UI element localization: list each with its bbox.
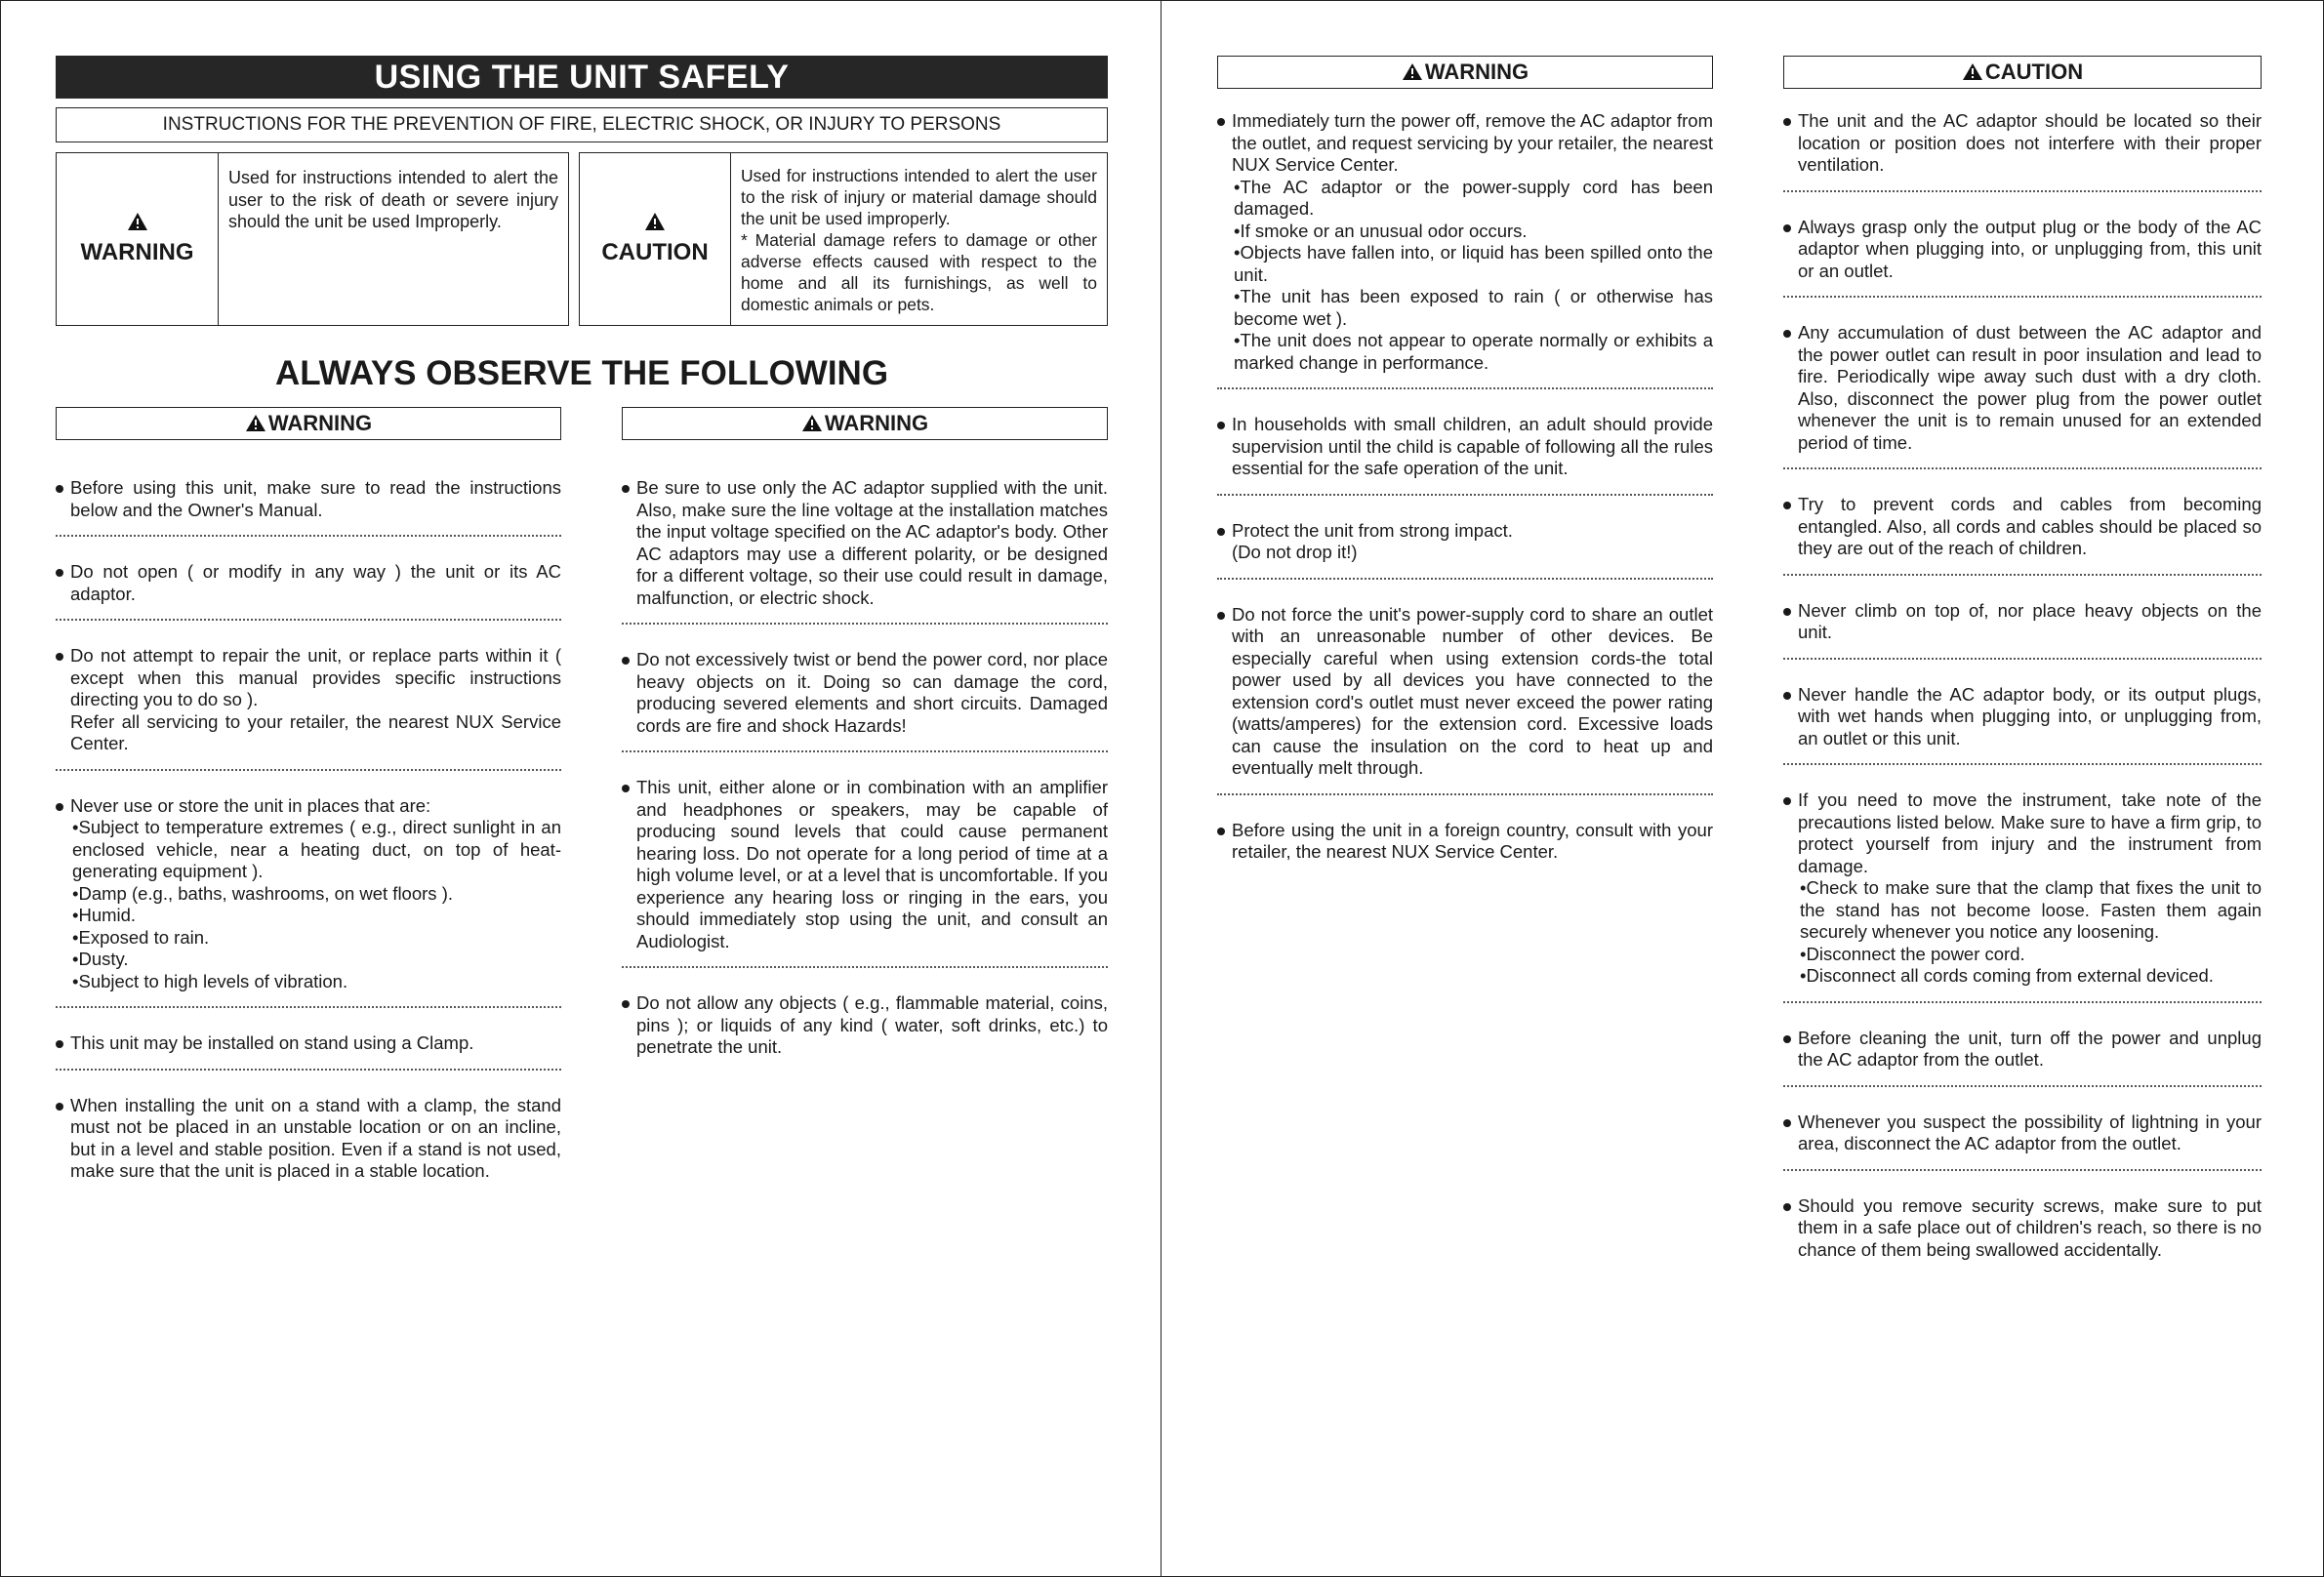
dotted-divider <box>1217 578 1713 580</box>
dotted-divider <box>1783 1169 2262 1171</box>
list-item: Do not allow any objects ( e.g., flammable material, coins, pins ); or liquids of any kind ( water, soft drinks, etc.) to penetrate the unit. <box>622 992 1108 1059</box>
page-title: USING THE UNIT SAFELY <box>56 56 1108 99</box>
warning-triangle-icon <box>127 212 148 231</box>
warning-definition-label: WARNING <box>80 239 194 265</box>
column-4 <box>1783 56 2262 1261</box>
dotted-divider <box>56 1006 561 1008</box>
dotted-divider <box>1783 296 2262 298</box>
warning-triangle-icon <box>801 414 823 432</box>
section-heading: ALWAYS OBSERVE THE FOLLOWING <box>274 354 889 392</box>
warning-triangle-icon <box>245 414 266 432</box>
list-item: This unit may be installed on stand using a Clamp. <box>56 1032 561 1055</box>
warning-definition-text: Used for instructions intended to alert the user to the risk of death or severe injury should the unit be used Improperly. <box>228 168 558 231</box>
list-item: Do not open ( or modify in any way ) the unit or its AC adaptor. <box>56 561 561 605</box>
dotted-divider <box>1783 467 2262 469</box>
list-item: Do not attempt to repair the unit, or replace parts within it ( except when this manual provides specific instructions directing you to do so ). Refer all servicing to your retailer, the nearest NUX Service Center. <box>56 645 561 755</box>
list-item: Never climb on top of, nor place heavy objects on the unit. <box>1783 600 2262 644</box>
list-item: Do not excessively twist or bend the power cord, nor place heavy objects on it. Doing so can damage the cord, producing severed elements and short circuits. Damaged cords are fire and shock Hazards! <box>622 649 1108 737</box>
dotted-divider <box>622 623 1108 625</box>
column-2 <box>622 407 1108 1059</box>
col3-warning-header: WARNING <box>1217 56 1713 89</box>
col2-warning-header: WARNING <box>622 407 1108 440</box>
list-item: Whenever you suspect the possibility of lightning in your area, disconnect the AC adaptor from the outlet. <box>1783 1112 2262 1155</box>
list-item: Any accumulation of dust between the AC adaptor and the power outlet can result in poor insulation and lead to fire. Periodically wipe away such dust with a dry cloth. Also, disconnect the power plug from the power outlet whenever the unit is to remain unused for an extended period of time. <box>1783 322 2262 454</box>
column-1 <box>56 407 561 1183</box>
dotted-divider <box>56 619 561 621</box>
list-item: In households with small children, an adult should provide supervision until the child is capable of following all the rules essential for the safe operation of the unit. <box>1217 414 1713 480</box>
list-item: When installing the unit on a stand with a clamp, the stand must not be placed in an unstable location or on an incline, but in a level and stable position. Even if a stand is not used, make sure that the unit is placed in a stable location. <box>56 1095 561 1183</box>
list-item: Immediately turn the power off, remove the AC adaptor from the outlet, and request servicing by your retailer, the nearest NUX Service Center. •The AC adaptor or the power-supply cord has been damaged. •If smoke or an unusual odor occurs. •Objects have fallen into, or liquid has been spilled onto the unit. •The unit has been exposed to rain ( or otherwise has become wet ). •The unit does not appear to operate normally or exhibits a marked change in performance. <box>1217 110 1713 374</box>
col1-warning-header: WARNING <box>56 407 561 440</box>
dotted-divider <box>1783 1085 2262 1087</box>
caution-definition-box <box>579 152 1108 326</box>
list-item: Before using this unit, make sure to read the instructions below and the Owner's Manual. <box>56 477 561 521</box>
list-item: Never use or store the unit in places that are: •Subject to temperature extremes ( e.g., direct sunlight in an enclosed vehicle, near a heating duct, on top of heat-generating equipment ). •Damp (e.g., baths, washrooms, on wet floors ). •Humid. •Exposed to rain. •Dusty. •Subject to high levels of vibration. <box>56 795 561 993</box>
list-item: This unit, either alone or in combination with an amplifier and headphones or speakers, may be capable of producing sound levels that could cause permanent hearing loss. Do not operate for a long period of time at a high volume level, or at a level that is uncomfortable. If you experience any hearing loss or ringing in the ears, you should immediately stop using the unit, and consult an Audiologist. <box>622 777 1108 952</box>
list-item: Do not force the unit's power-supply cord to share an outlet with an unreasonable number of other devices. Be especially careful when using extension cords-the total power used by all devices you have connected to the extension cord's outlet must never exceed the power rating (watts/amperes) for the extension cord. Excessive loads can cause the insulation on the cord to heat up and eventually melt through. <box>1217 604 1713 780</box>
list-item: Protect the unit from strong impact. (Do not drop it!) <box>1217 520 1713 564</box>
dotted-divider <box>1783 574 2262 576</box>
caution-triangle-icon <box>1962 62 1983 81</box>
right-page <box>1161 0 2324 1577</box>
dotted-divider <box>1217 494 1713 496</box>
list-item: Never handle the AC adaptor body, or its output plugs, with wet hands when plugging into, or unplugging from, an outlet or this unit. <box>1783 684 2262 750</box>
column-3 <box>1217 56 1713 864</box>
page-subtitle: INSTRUCTIONS FOR THE PREVENTION OF FIRE, ELECTRIC SHOCK, OR INJURY TO PERSONS <box>56 107 1108 142</box>
list-item: If you need to move the instrument, take note of the precautions listed below. Make sure to have a firm grip, to protect yourself from injury and the instrument from damage. •Check to make sure that the clamp that fixes the unit to the stand has not become loose. Fasten them again securely whenever you notice any loosening. •Disconnect the power cord. •Disconnect all cords coming from external deviced. <box>1783 789 2262 988</box>
dotted-divider <box>1783 1001 2262 1003</box>
list-item: Before cleaning the unit, turn off the power and unplug the AC adaptor from the outlet. <box>1783 1028 2262 1072</box>
dotted-divider <box>622 750 1108 752</box>
dotted-divider <box>1783 190 2262 192</box>
warning-triangle-icon <box>1402 62 1423 81</box>
list-item: Before using the unit in a foreign country, consult with your retailer, the nearest NUX Service Center. <box>1217 820 1713 864</box>
list-item: The unit and the AC adaptor should be located so their location or position does not interfere with their proper ventilation. <box>1783 110 2262 177</box>
list-item: Should you remove security screws, make sure to put them in a safe place out of children's reach, so there is no chance of them being swallowed accidentally. <box>1783 1195 2262 1262</box>
dotted-divider <box>56 769 561 771</box>
caution-definition-label: CAUTION <box>601 239 709 265</box>
caution-triangle-icon <box>644 212 666 231</box>
dotted-divider <box>1217 387 1713 389</box>
list-item: Try to prevent cords and cables from becoming entangled. Also, all cords and cables should be placed so they are out of the reach of children. <box>1783 494 2262 560</box>
col4-caution-header: CAUTION <box>1783 56 2262 89</box>
dotted-divider <box>56 1069 561 1071</box>
list-item: Be sure to use only the AC adaptor supplied with the unit. Also, make sure the line voltage at the installation matches the input voltage specified on the AC adaptor's body. Other AC adaptors may use a different polarity, or be designed for a different voltage, so their use could result in damage, malfunction, or electric shock. <box>622 477 1108 609</box>
dotted-divider <box>56 535 561 537</box>
caution-definition-note: * Material damage refers to damage or other adverse effects caused with respect to the home and all its furnishings, as well to domestic animals or pets. <box>741 230 1097 314</box>
dotted-divider <box>1217 793 1713 795</box>
dotted-divider <box>1783 658 2262 660</box>
caution-definition-text: Used for instructions intended to alert the user to the risk of injury or material damage should the unit be used improperly. <box>741 166 1097 228</box>
dotted-divider <box>1783 763 2262 765</box>
list-item: Always grasp only the output plug or the body of the AC adaptor when plugging into, or unplugging from, this unit or an outlet. <box>1783 217 2262 283</box>
dotted-divider <box>622 966 1108 968</box>
warning-definition-box <box>56 152 569 326</box>
